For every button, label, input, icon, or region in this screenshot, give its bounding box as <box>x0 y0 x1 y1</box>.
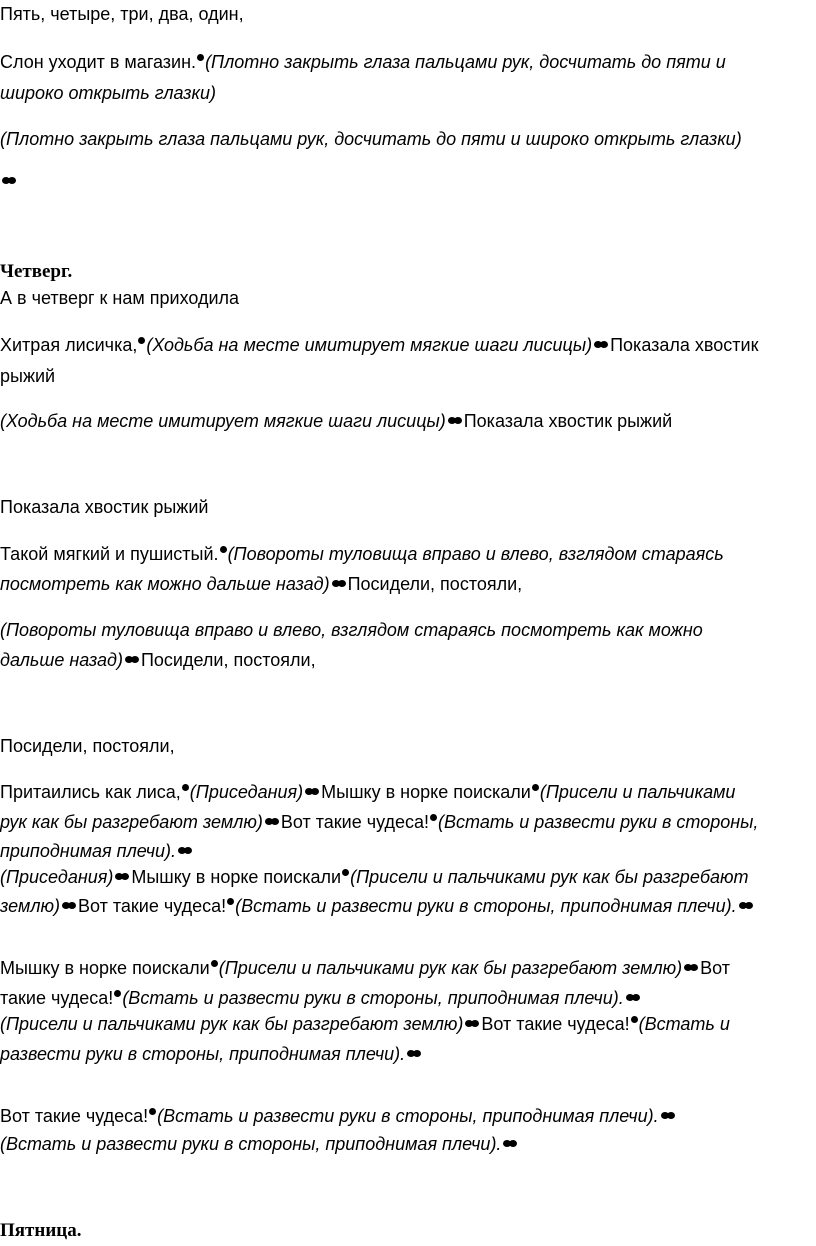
paragraph-t7: Посидели, постояли, <box>0 736 175 756</box>
paragraph-2: Слон уходит в магазин. (Плотно закрыть глаза пальцами рук, досчитать до пяти и <box>0 52 726 72</box>
paragraph-t1: А в четверг к нам приходила <box>0 288 240 308</box>
double-dot-mark <box>332 580 346 587</box>
paragraph-t2: Хитрая лисичка, (Ходьба на месте имитирует мягкие шаги лисицы) Показала хвостик <box>0 335 759 355</box>
double-dot-mark <box>125 656 139 663</box>
bullet-dot <box>211 960 218 967</box>
double-dot-mark <box>465 1020 479 1027</box>
paragraph-t3: (Ходьба на месте имитирует мягкие шаги лисицы) Показала хвостик рыжий <box>0 411 673 431</box>
ink-mark <box>0 168 18 194</box>
bullet-dot <box>342 869 349 876</box>
double-dot-mark <box>684 964 698 971</box>
paragraph-2-cont: широко открыть глазки) <box>0 83 217 103</box>
double-dot-mark <box>626 994 640 1001</box>
bullet-dot <box>227 898 234 905</box>
double-dot-mark <box>2 177 16 184</box>
bullet-dot <box>182 784 189 791</box>
bullet-dot <box>430 814 437 821</box>
paragraph-t5-cont: посмотреть как можно дальше назад) Посидели, постояли, <box>0 574 523 594</box>
friday-heading: Пятница. <box>0 1220 82 1241</box>
thursday-heading: Четверг. <box>0 261 73 282</box>
double-dot-mark <box>594 341 608 348</box>
double-dot-mark <box>503 1140 517 1147</box>
bullet-dot <box>114 990 121 997</box>
paragraph-t4: Показала хвостик рыжий <box>0 497 209 517</box>
paragraph-t2-cont: рыжий <box>0 366 56 386</box>
bullet-dot <box>149 1108 156 1115</box>
paragraph-t11: (Присели и пальчиками рук как бы разгребают землю) Вот такие чудеса! (Встать и <box>0 1014 730 1034</box>
double-dot-mark <box>62 902 76 909</box>
paragraph-t5: Такой мягкий и пушистый. (Повороты туловища вправо и влево, взглядом стараясь <box>0 544 724 564</box>
paragraph-t10-cont: такие чудеса! (Встать и развести руки в стороны, приподнимая плечи). <box>0 985 642 1011</box>
paragraph-t8: Притаились как лиса, (Приседания) Мышку в норке поискали (Присели и пальчиками <box>0 782 736 802</box>
double-dot-mark <box>265 818 279 825</box>
double-dot-mark <box>407 1050 421 1057</box>
double-dot-mark <box>448 417 462 424</box>
bullet-dot <box>532 784 539 791</box>
paragraph-t6: (Повороты туловища вправо и влево, взглядом стараясь посмотреть как можно <box>0 620 703 640</box>
paragraph-t13: (Встать и развести руки в стороны, приподнимая плечи). <box>0 1131 519 1157</box>
paragraph-t8-cont: рук как бы разгребают землю) Вот такие чудеса! (Встать и развести руки в стороны, <box>0 812 759 832</box>
paragraph-3: (Плотно закрыть глаза пальцами рук, досчитать до пяти и широко открыть глазки) <box>0 129 742 149</box>
double-dot-mark <box>739 902 753 909</box>
bullet-dot <box>197 54 204 61</box>
paragraph-t6-cont: дальше назад) Посидели, постояли, <box>0 650 316 670</box>
paragraph-t11-cont: развести руки в стороны, приподнимая плечи). <box>0 1041 423 1067</box>
paragraph-t8-cont2: приподнимая плечи). <box>0 838 194 864</box>
double-dot-mark <box>661 1112 675 1119</box>
double-dot-mark <box>178 847 192 854</box>
paragraph-t10: Мышку в норке поискали (Присели и пальчиками рук как бы разгребают землю) Вот <box>0 958 731 978</box>
double-dot-mark <box>305 788 319 795</box>
paragraph-t12: Вот такие чудеса! (Встать и развести руки в стороны, приподнимая плечи). <box>0 1103 677 1129</box>
double-dot-mark <box>115 873 129 880</box>
paragraph-t9-cont: землю) Вот такие чудеса! (Встать и развести руки в стороны, приподнимая плечи). <box>0 893 755 919</box>
paragraph-t9: (Приседания) Мышку в норке поискали (Присели и пальчиками рук как бы разгребают <box>0 867 749 887</box>
paragraph-1: Пять, четыре, три, два, один, <box>0 4 244 24</box>
bullet-dot <box>138 337 145 344</box>
bullet-dot <box>220 546 227 553</box>
bullet-dot <box>631 1016 638 1023</box>
